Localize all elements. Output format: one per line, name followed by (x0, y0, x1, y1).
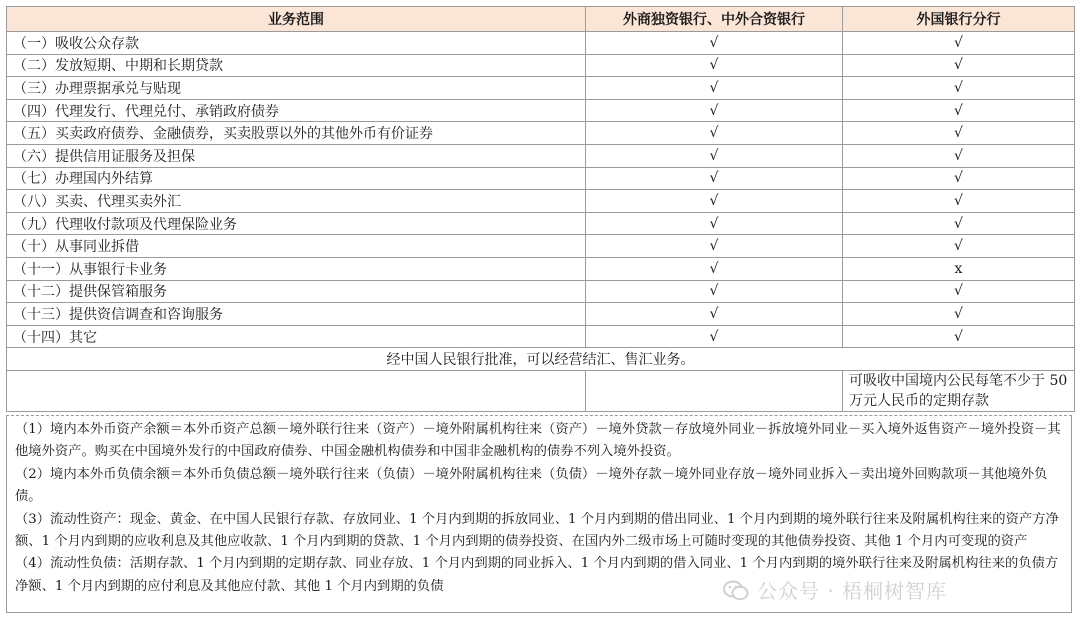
table-row (7, 167, 1075, 190)
header-branches: 外国银行分行 (843, 7, 1075, 32)
extra-cell-empty (586, 370, 843, 411)
row-item-label: （四）代理发行、代理兑付、承销政府债券 (7, 99, 586, 122)
table-row (7, 212, 1075, 235)
table-row (7, 99, 1075, 122)
row-mark-branches: √ (843, 77, 1075, 100)
row-mark-branches: √ (843, 190, 1075, 213)
row-mark-jv-banks: √ (586, 257, 843, 280)
table-row (7, 122, 1075, 145)
row-mark-branches: √ (843, 280, 1075, 303)
table-row (7, 303, 1075, 326)
row-item-label: （七）办理国内外结算 (7, 167, 586, 190)
row-mark-branches: √ (843, 235, 1075, 258)
table-row (7, 190, 1075, 213)
row-mark-jv-banks: √ (586, 280, 843, 303)
row-mark-branches: √ (843, 122, 1075, 145)
row-mark-jv-banks: √ (586, 190, 843, 213)
extra-cell-empty (7, 370, 586, 411)
row-item-label: （十）从事同业拆借 (7, 235, 586, 258)
row-mark-jv-banks: √ (586, 99, 843, 122)
row-item-label: （二）发放短期、中期和长期贷款 (7, 54, 586, 77)
row-item-label: （八）买卖、代理买卖外汇 (7, 190, 586, 213)
row-mark-jv-banks: √ (586, 122, 843, 145)
row-mark-branches: x (843, 257, 1075, 280)
row-item-label: （六）提供信用证服务及担保 (7, 144, 586, 167)
row-mark-jv-banks: √ (586, 144, 843, 167)
note-3: （3）流动性资产：现金、黄金、在中国人民银行存款、存放同业、1 个月内到期的拆放同业、1 个月内到期的借出同业、1 个月内到期的境外联行往来及附属机构往来的资产方净额、1 个月内到期的应收利息及其他应收款、1 个月内到期的贷款、1 个月内到期的债券投资、在国内外二级市场上可随时变现的其他债券投资、其他 1 个月内可变现的资产 (15, 511, 1059, 550)
row-mark-branches: √ (843, 99, 1075, 122)
table-row (7, 325, 1075, 348)
row-mark-jv-banks: √ (586, 325, 843, 348)
row-mark-jv-banks: √ (586, 303, 843, 326)
row-item-label: （五）买卖政府债券、金融债券，买卖股票以外的其他外币有价证券 (7, 122, 586, 145)
extra-row (7, 370, 1075, 411)
row-mark-jv-banks: √ (586, 32, 843, 55)
note-4: （4）流动性负债：活期存款、1 个月内到期的定期存款、同业存放、1 个月内到期的同业拆入、1 个月内到期的借入同业、1 个月内到期的境外联行往来及附属机构往来的负债方净额、1 个月内到期的应付利息及其他应付款、其他 1 个月内到期的负债 (15, 556, 1059, 594)
business-scope-table (6, 6, 1075, 412)
table-row (7, 54, 1075, 77)
table-row (7, 257, 1075, 280)
row-mark-branches: √ (843, 144, 1075, 167)
approval-note: 经中国人民银行批准，可以经营结汇、售汇业务。 (7, 348, 1075, 371)
row-item-label: （十一）从事银行卡业务 (7, 257, 586, 280)
row-mark-jv-banks: √ (586, 235, 843, 258)
branch-extra-note: 可吸收中国境内公民每笔不少于 50 万元人民币的定期存款 (843, 370, 1075, 411)
row-mark-branches: √ (843, 325, 1075, 348)
table-row (7, 235, 1075, 258)
table-header-row (7, 7, 1075, 32)
header-scope: 业务范围 (7, 7, 586, 32)
table-row (7, 280, 1075, 303)
row-mark-branches: √ (843, 32, 1075, 55)
row-mark-jv-banks: √ (586, 167, 843, 190)
row-item-label: （九）代理收付款项及代理保险业务 (7, 212, 586, 235)
approval-row (7, 348, 1075, 371)
row-item-label: （十四）其它 (7, 325, 586, 348)
row-mark-jv-banks: √ (586, 212, 843, 235)
note-2: （2）境内本外币负债余额＝本外币负债总额－境外联行往来（负债）－境外附属机构往来（负债）－境外存款－境外同业存放－境外同业拆入－卖出境外回购款项－其他境外负债。 (15, 466, 1048, 505)
table-row (7, 144, 1075, 167)
row-mark-branches: √ (843, 212, 1075, 235)
row-mark-jv-banks: √ (586, 54, 843, 77)
row-item-label: （三）办理票据承兑与贴现 (7, 77, 586, 100)
row-item-label: （十二）提供保管箱服务 (7, 280, 586, 303)
table-row (7, 77, 1075, 100)
table-row (7, 32, 1075, 55)
row-mark-jv-banks: √ (586, 77, 843, 100)
row-item-label: （十三）提供资信调查和咨询服务 (7, 303, 586, 326)
row-mark-branches: √ (843, 54, 1075, 77)
row-mark-branches: √ (843, 303, 1075, 326)
watermark (723, 575, 1063, 601)
header-jv-banks: 外商独资银行、中外合资银行 (586, 7, 843, 32)
watermark-text: 公众号 · 梧桐树智库 (757, 579, 948, 603)
note-1: （1）境内本外币资产余额＝本外币资产总额－境外联行往来（资产）－境外附属机构往来（资产）－境外贷款－存放境外同业－拆放境外同业－买入境外返售资产－境外投资－其他境外资产。购买在中国境外发行的中国政府债券、中国金融机构债券和中国非金融机构的债券不列入境外投资。 (15, 422, 1061, 460)
row-mark-branches: √ (843, 167, 1075, 190)
row-item-label: （一）吸收公众存款 (7, 32, 586, 55)
wechat-icon (723, 580, 749, 602)
